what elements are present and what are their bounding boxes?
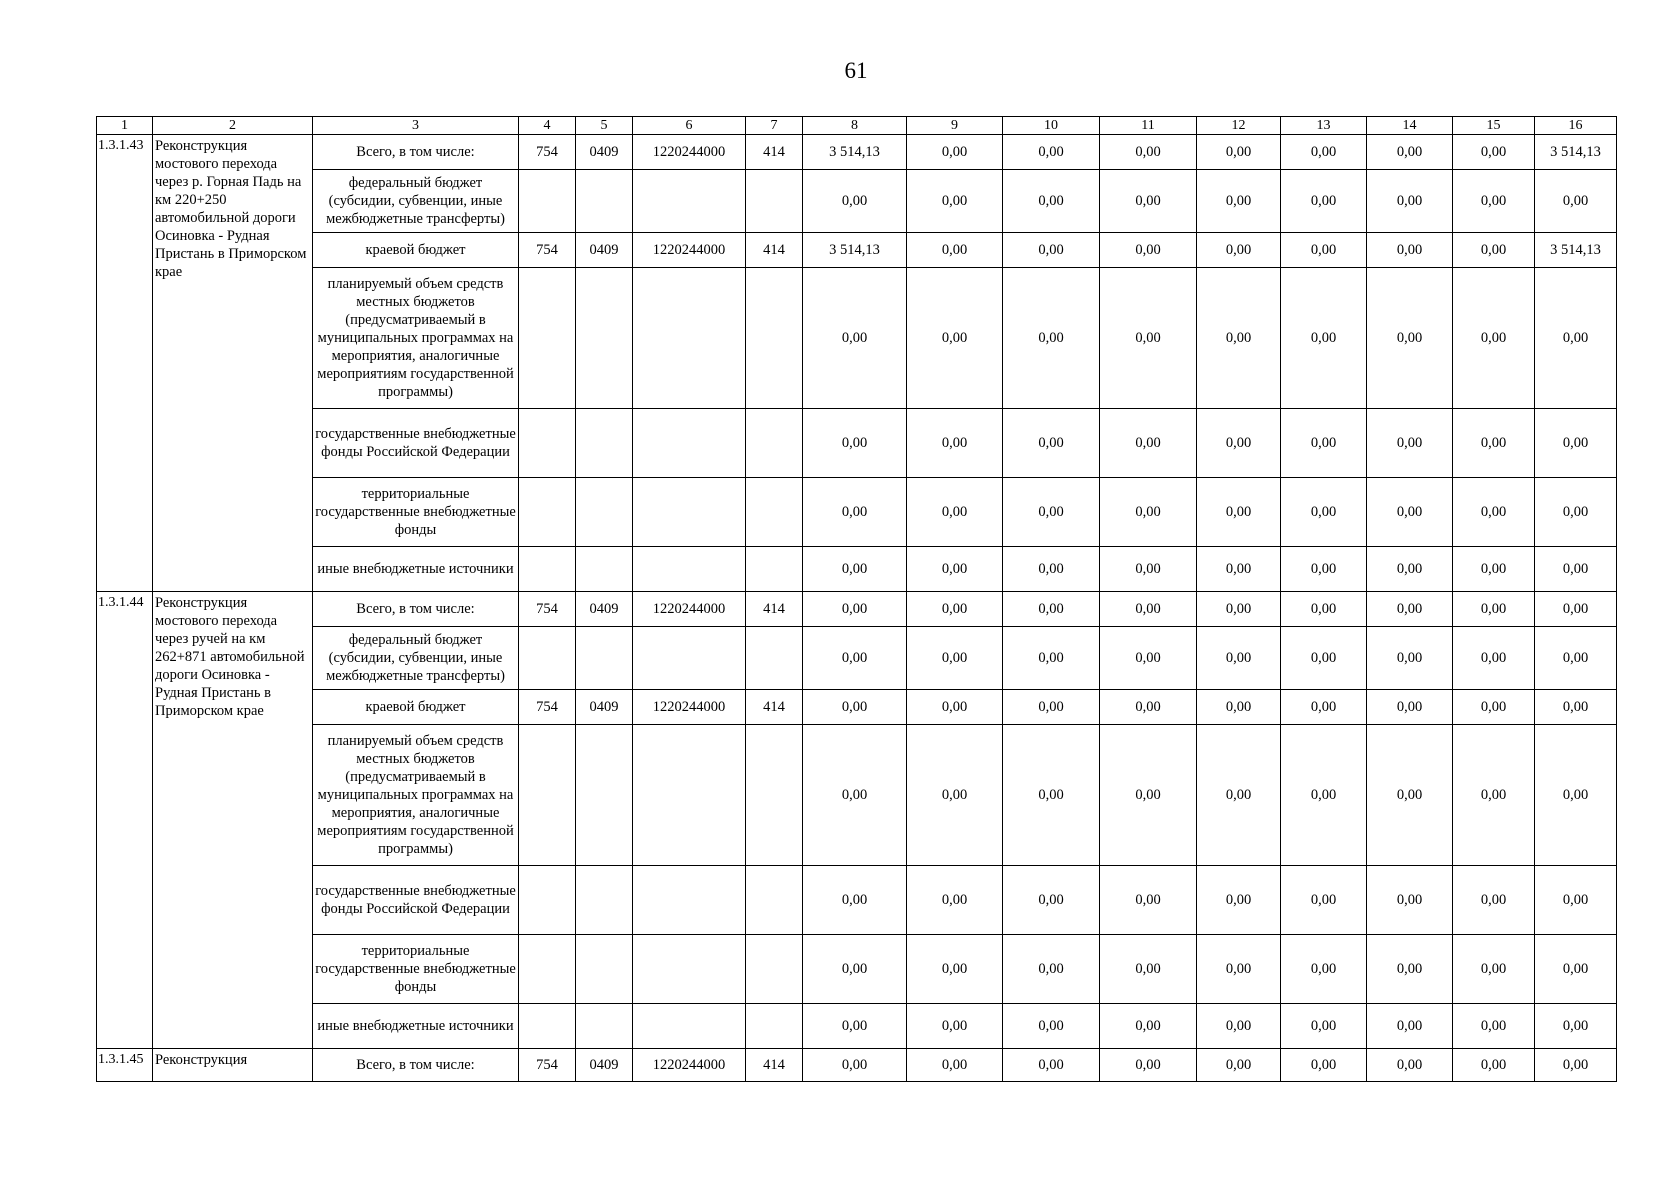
- code-cell: 414: [746, 592, 803, 627]
- value-cell: 0,00: [803, 170, 907, 233]
- value-cell: 0,00: [1100, 592, 1197, 627]
- value-cell: 0,00: [1453, 627, 1535, 690]
- header-cell: 16: [1535, 117, 1617, 135]
- funding-source: планируемый объем средств местных бюджетов (предусматриваемый в муниципальных программах на мероприятия, аналогичные мероприятиям государственной программы): [313, 268, 519, 409]
- funding-source: краевой бюджет: [313, 233, 519, 268]
- value-cell: 0,00: [1003, 1049, 1100, 1082]
- value-cell: 0,00: [1197, 866, 1281, 935]
- value-cell: 0,00: [1453, 135, 1535, 170]
- code-cell: 414: [746, 690, 803, 725]
- value-cell: 0,00: [1100, 170, 1197, 233]
- header-cell: 15: [1453, 117, 1535, 135]
- code-cell: [519, 1004, 576, 1049]
- funding-source: федеральный бюджет (субсидии, субвенции, иные межбюджетные трансферты): [313, 627, 519, 690]
- value-cell: 0,00: [803, 935, 907, 1004]
- value-cell: 3 514,13: [1535, 233, 1617, 268]
- value-cell: 0,00: [1197, 135, 1281, 170]
- code-cell: [633, 547, 746, 592]
- code-cell: [746, 268, 803, 409]
- header-cell: 5: [576, 117, 633, 135]
- value-cell: 0,00: [1367, 725, 1453, 866]
- value-cell: 0,00: [1197, 268, 1281, 409]
- value-cell: 0,00: [1453, 725, 1535, 866]
- value-cell: 0,00: [1367, 268, 1453, 409]
- value-cell: 0,00: [1453, 268, 1535, 409]
- value-cell: 0,00: [1100, 935, 1197, 1004]
- value-cell: 0,00: [907, 866, 1003, 935]
- item-name: Реконструкция мостового перехода через ручей на км 262+871 автомобильной дороги Осиновка - Рудная Пристань в Приморском крае: [153, 592, 313, 1049]
- page-number: 61: [844, 58, 868, 83]
- funding-source: краевой бюджет: [313, 690, 519, 725]
- code-cell: [746, 935, 803, 1004]
- value-cell: 0,00: [1281, 866, 1367, 935]
- value-cell: 0,00: [1003, 478, 1100, 547]
- value-cell: 0,00: [907, 268, 1003, 409]
- budget-table: [96, 116, 1617, 1082]
- code-cell: [746, 627, 803, 690]
- code-cell: 0409: [576, 1049, 633, 1082]
- value-cell: 0,00: [1003, 866, 1100, 935]
- value-cell: 0,00: [1281, 725, 1367, 866]
- funding-source: государственные внебюджетные фонды Российской Федерации: [313, 409, 519, 478]
- value-cell: 0,00: [1535, 1004, 1617, 1049]
- table-row: [97, 935, 1617, 1004]
- item-name: Реконструкция: [153, 1049, 313, 1082]
- value-cell: 0,00: [1453, 233, 1535, 268]
- header-cell: 14: [1367, 117, 1453, 135]
- code-cell: 1220244000: [633, 592, 746, 627]
- value-cell: 0,00: [1100, 547, 1197, 592]
- value-cell: 0,00: [907, 547, 1003, 592]
- value-cell: 0,00: [1197, 478, 1281, 547]
- value-cell: 0,00: [803, 547, 907, 592]
- value-cell: 0,00: [1100, 866, 1197, 935]
- value-cell: 0,00: [1003, 409, 1100, 478]
- table-row: [97, 233, 1617, 268]
- code-cell: [576, 627, 633, 690]
- value-cell: 0,00: [1197, 592, 1281, 627]
- code-cell: [519, 627, 576, 690]
- code-cell: 1220244000: [633, 233, 746, 268]
- value-cell: 0,00: [803, 409, 907, 478]
- value-cell: 0,00: [803, 1049, 907, 1082]
- table-row: [97, 866, 1617, 935]
- value-cell: 3 514,13: [803, 135, 907, 170]
- value-cell: 0,00: [1197, 935, 1281, 1004]
- value-cell: 0,00: [1367, 547, 1453, 592]
- table-row: [97, 1004, 1617, 1049]
- funding-source: территориальные государственные внебюджетные фонды: [313, 935, 519, 1004]
- value-cell: 0,00: [1197, 1049, 1281, 1082]
- code-cell: [576, 1004, 633, 1049]
- value-cell: 0,00: [1535, 866, 1617, 935]
- value-cell: 0,00: [1100, 725, 1197, 866]
- value-cell: 0,00: [1367, 935, 1453, 1004]
- table-row: [97, 690, 1617, 725]
- value-cell: 0,00: [1197, 409, 1281, 478]
- code-cell: [633, 1004, 746, 1049]
- header-cell: 6: [633, 117, 746, 135]
- table-row: [97, 1049, 1617, 1082]
- value-cell: 0,00: [907, 478, 1003, 547]
- code-cell: 754: [519, 1049, 576, 1082]
- code-cell: [576, 478, 633, 547]
- code-cell: [576, 409, 633, 478]
- value-cell: 0,00: [1003, 725, 1100, 866]
- value-cell: 0,00: [1367, 866, 1453, 935]
- code-cell: [746, 866, 803, 935]
- value-cell: 0,00: [1281, 478, 1367, 547]
- value-cell: 0,00: [1367, 170, 1453, 233]
- funding-source: Всего, в том числе:: [313, 135, 519, 170]
- value-cell: 0,00: [907, 409, 1003, 478]
- value-cell: 0,00: [1003, 547, 1100, 592]
- value-cell: 3 514,13: [803, 233, 907, 268]
- value-cell: 0,00: [907, 1004, 1003, 1049]
- code-cell: [519, 935, 576, 1004]
- value-cell: 0,00: [803, 1004, 907, 1049]
- value-cell: 0,00: [1003, 170, 1100, 233]
- value-cell: 0,00: [1003, 935, 1100, 1004]
- value-cell: 0,00: [1281, 135, 1367, 170]
- value-cell: 0,00: [1535, 547, 1617, 592]
- value-cell: 0,00: [907, 592, 1003, 627]
- value-cell: 0,00: [1281, 170, 1367, 233]
- value-cell: 0,00: [1100, 478, 1197, 547]
- value-cell: 0,00: [1197, 1004, 1281, 1049]
- value-cell: 0,00: [1367, 592, 1453, 627]
- value-cell: 0,00: [907, 1049, 1003, 1082]
- code-cell: 0409: [576, 135, 633, 170]
- value-cell: 0,00: [1535, 409, 1617, 478]
- value-cell: 0,00: [1367, 1004, 1453, 1049]
- value-cell: 0,00: [1281, 690, 1367, 725]
- value-cell: 0,00: [1197, 725, 1281, 866]
- funding-source: государственные внебюджетные фонды Российской Федерации: [313, 866, 519, 935]
- value-cell: 0,00: [1535, 725, 1617, 866]
- value-cell: 0,00: [1453, 935, 1535, 1004]
- value-cell: 0,00: [1367, 409, 1453, 478]
- table-row: [97, 725, 1617, 866]
- value-cell: 0,00: [1535, 592, 1617, 627]
- value-cell: 0,00: [803, 627, 907, 690]
- item-number: 1.3.1.45: [97, 1049, 153, 1082]
- code-cell: 754: [519, 135, 576, 170]
- code-cell: 1220244000: [633, 690, 746, 725]
- code-cell: [633, 409, 746, 478]
- code-cell: [576, 268, 633, 409]
- header-cell: 2: [153, 117, 313, 135]
- value-cell: 0,00: [1453, 547, 1535, 592]
- value-cell: 0,00: [1535, 478, 1617, 547]
- code-cell: [519, 409, 576, 478]
- value-cell: 0,00: [1003, 135, 1100, 170]
- code-cell: [746, 547, 803, 592]
- header-cell: 8: [803, 117, 907, 135]
- code-cell: [746, 478, 803, 547]
- code-cell: 754: [519, 690, 576, 725]
- code-cell: [576, 170, 633, 233]
- value-cell: 0,00: [907, 233, 1003, 268]
- code-cell: [746, 1004, 803, 1049]
- value-cell: 0,00: [1100, 268, 1197, 409]
- code-cell: [633, 935, 746, 1004]
- value-cell: 0,00: [907, 725, 1003, 866]
- code-cell: 0409: [576, 690, 633, 725]
- value-cell: 0,00: [1367, 478, 1453, 547]
- value-cell: 0,00: [803, 592, 907, 627]
- value-cell: 0,00: [1100, 1004, 1197, 1049]
- code-cell: 754: [519, 592, 576, 627]
- code-cell: 0409: [576, 233, 633, 268]
- value-cell: 0,00: [1003, 627, 1100, 690]
- value-cell: 0,00: [1535, 1049, 1617, 1082]
- code-cell: [633, 627, 746, 690]
- code-cell: [576, 725, 633, 866]
- value-cell: 0,00: [1535, 170, 1617, 233]
- header-cell: 4: [519, 117, 576, 135]
- code-cell: [746, 170, 803, 233]
- value-cell: 0,00: [803, 725, 907, 866]
- value-cell: 0,00: [1281, 1004, 1367, 1049]
- item-name: Реконструкция мостового перехода через р. Горная Падь на км 220+250 автомобильной дороги Осиновка - Рудная Пристань в Приморском крае: [153, 135, 313, 592]
- code-cell: [576, 547, 633, 592]
- value-cell: 0,00: [1003, 233, 1100, 268]
- header-cell: 11: [1100, 117, 1197, 135]
- value-cell: 0,00: [1367, 627, 1453, 690]
- value-cell: 0,00: [803, 268, 907, 409]
- value-cell: 0,00: [1535, 627, 1617, 690]
- code-cell: [576, 935, 633, 1004]
- code-cell: [519, 170, 576, 233]
- value-cell: 0,00: [1281, 592, 1367, 627]
- value-cell: 0,00: [1535, 268, 1617, 409]
- value-cell: 0,00: [1453, 592, 1535, 627]
- code-cell: [519, 268, 576, 409]
- value-cell: 0,00: [907, 135, 1003, 170]
- item-number: 1.3.1.43: [97, 135, 153, 592]
- table-row: [97, 409, 1617, 478]
- header-cell: 1: [97, 117, 153, 135]
- value-cell: 0,00: [803, 866, 907, 935]
- value-cell: 0,00: [1281, 233, 1367, 268]
- value-cell: 0,00: [1535, 935, 1617, 1004]
- value-cell: 0,00: [1453, 1049, 1535, 1082]
- code-cell: 754: [519, 233, 576, 268]
- value-cell: 0,00: [1100, 690, 1197, 725]
- value-cell: 0,00: [1453, 478, 1535, 547]
- value-cell: 0,00: [1197, 233, 1281, 268]
- code-cell: [746, 409, 803, 478]
- value-cell: 0,00: [907, 627, 1003, 690]
- code-cell: [519, 725, 576, 866]
- value-cell: 3 514,13: [1535, 135, 1617, 170]
- code-cell: [633, 478, 746, 547]
- value-cell: 0,00: [1281, 1049, 1367, 1082]
- value-cell: 0,00: [1453, 690, 1535, 725]
- value-cell: 0,00: [1281, 935, 1367, 1004]
- value-cell: 0,00: [1535, 690, 1617, 725]
- code-cell: 1220244000: [633, 1049, 746, 1082]
- code-cell: [633, 170, 746, 233]
- value-cell: 0,00: [1003, 592, 1100, 627]
- header-cell: 13: [1281, 117, 1367, 135]
- funding-source: иные внебюджетные источники: [313, 547, 519, 592]
- code-cell: 414: [746, 233, 803, 268]
- table-row: [97, 478, 1617, 547]
- value-cell: 0,00: [1197, 170, 1281, 233]
- header-cell: 12: [1197, 117, 1281, 135]
- value-cell: 0,00: [1003, 268, 1100, 409]
- code-cell: [633, 725, 746, 866]
- header-cell: 3: [313, 117, 519, 135]
- value-cell: 0,00: [1197, 690, 1281, 725]
- value-cell: 0,00: [1100, 135, 1197, 170]
- value-cell: 0,00: [1367, 690, 1453, 725]
- value-cell: 0,00: [1367, 233, 1453, 268]
- value-cell: 0,00: [1281, 547, 1367, 592]
- value-cell: 0,00: [1100, 409, 1197, 478]
- value-cell: 0,00: [1453, 409, 1535, 478]
- funding-source: планируемый объем средств местных бюджетов (предусматриваемый в муниципальных программах на мероприятия, аналогичные мероприятиям государственной программы): [313, 725, 519, 866]
- code-cell: [746, 725, 803, 866]
- value-cell: 0,00: [1197, 627, 1281, 690]
- table-row: [97, 592, 1617, 627]
- value-cell: 0,00: [1281, 268, 1367, 409]
- value-cell: 0,00: [907, 935, 1003, 1004]
- header-cell: 9: [907, 117, 1003, 135]
- code-cell: 0409: [576, 592, 633, 627]
- header-row: [97, 117, 1617, 135]
- value-cell: 0,00: [1100, 233, 1197, 268]
- value-cell: 0,00: [1453, 1004, 1535, 1049]
- value-cell: 0,00: [803, 478, 907, 547]
- code-cell: [633, 268, 746, 409]
- code-cell: 414: [746, 1049, 803, 1082]
- item-number: 1.3.1.44: [97, 592, 153, 1049]
- value-cell: 0,00: [1453, 170, 1535, 233]
- code-cell: [576, 866, 633, 935]
- value-cell: 0,00: [1367, 1049, 1453, 1082]
- value-cell: 0,00: [1453, 866, 1535, 935]
- value-cell: 0,00: [1281, 409, 1367, 478]
- code-cell: [519, 866, 576, 935]
- value-cell: 0,00: [1100, 1049, 1197, 1082]
- value-cell: 0,00: [1367, 135, 1453, 170]
- value-cell: 0,00: [1003, 1004, 1100, 1049]
- funding-source: территориальные государственные внебюджетные фонды: [313, 478, 519, 547]
- header-cell: 7: [746, 117, 803, 135]
- value-cell: 0,00: [1281, 627, 1367, 690]
- code-cell: 1220244000: [633, 135, 746, 170]
- header-cell: 10: [1003, 117, 1100, 135]
- table-row: [97, 170, 1617, 233]
- value-cell: 0,00: [1197, 547, 1281, 592]
- value-cell: 0,00: [803, 690, 907, 725]
- table-row: [97, 627, 1617, 690]
- value-cell: 0,00: [907, 170, 1003, 233]
- code-cell: 414: [746, 135, 803, 170]
- table-row: [97, 268, 1617, 409]
- value-cell: 0,00: [1003, 690, 1100, 725]
- table-row: [97, 135, 1617, 170]
- funding-source: Всего, в том числе:: [313, 592, 519, 627]
- code-cell: [519, 478, 576, 547]
- code-cell: [519, 547, 576, 592]
- funding-source: иные внебюджетные источники: [313, 1004, 519, 1049]
- code-cell: [633, 866, 746, 935]
- funding-source: федеральный бюджет (субсидии, субвенции, иные межбюджетные трансферты): [313, 170, 519, 233]
- funding-source: Всего, в том числе:: [313, 1049, 519, 1082]
- table-row: [97, 547, 1617, 592]
- value-cell: 0,00: [907, 690, 1003, 725]
- value-cell: 0,00: [1100, 627, 1197, 690]
